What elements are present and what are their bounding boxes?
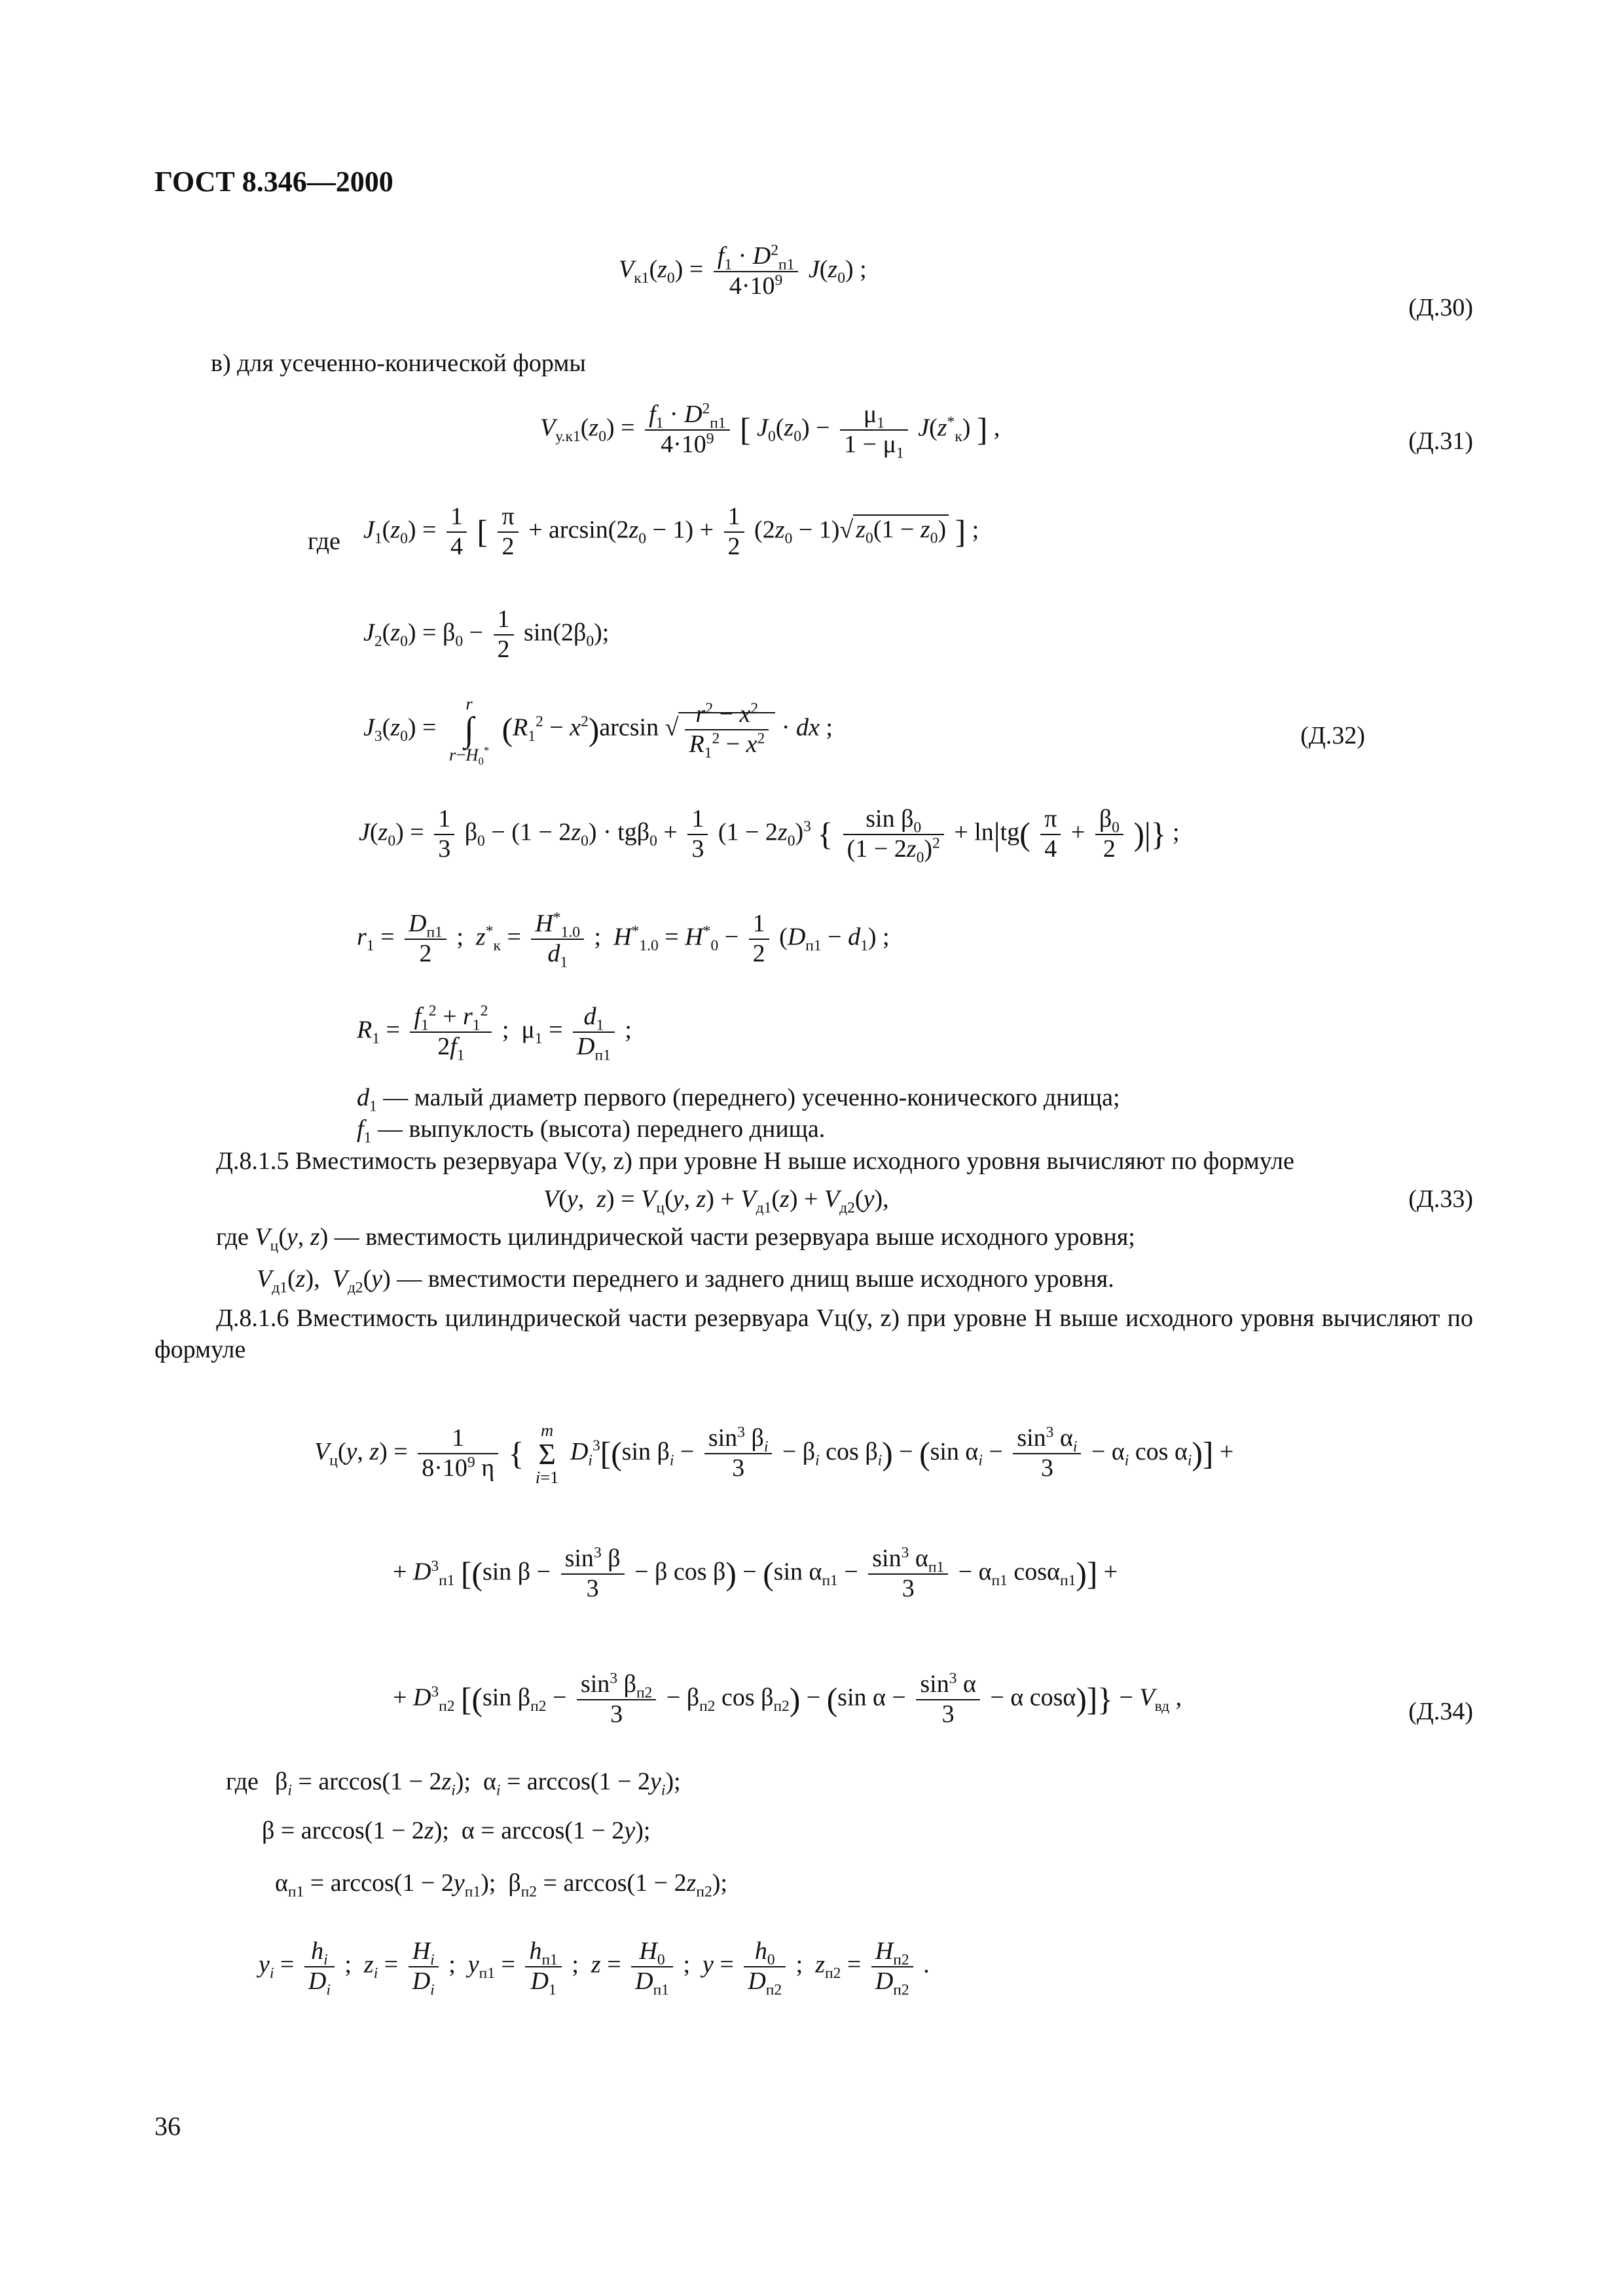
page-number: 36 [155,2111,181,2141]
equation-d30: $V_{к1}(z_0)$ = $\frac{f_1 \cdot D^2_{п1}}{4\cdot 10^9}$ $J(z_0)$ ; [619,242,867,300]
where-label-1: где [308,528,340,555]
equation-d34-line3: + $D^3_{п2}$ [(sin $\beta_{п2}$ − $\frac{\sin^3 \beta_{п2}}{3}$ − $\beta_{п2}$ $\cos \beta_{п2}) - (\sin$ α − $\frac{\sin^3 \alpha}{3}$ − α $\cos\alpha)]\} - V_{вд}$ , [393,1670,1182,1728]
equation-j: $J(z_0)$ = $\frac{1}{3}$ $\beta_0 - (1 - 2z_0) \cdot tg\beta_0$ + $\frac{1}{3}$ $(1 - 2z_0)^3$ { $\frac{\sin \beta_0}{(1 - 2z_0)^2}$ + ln|tg( $\frac{\pi}{4}$ + $\frac{\beta_0}{2}$ )|} ; [359,805,1180,867]
paragraph-d815: Д.8.1.5 Вместимость резервуара V(y, z) при уровне H выше исходного уровня вычисляют по формуле [216,1147,1294,1175]
equation-alpha-p1-beta-p2: $\alpha_{п1} = \arccos(1 - 2y_{п1})$; $\beta_{п2} = \arccos(1 - 2z_{п2})$; [275,1869,727,1901]
definition-vc: где $V_ц(y$, z) — вместимость цилиндрической части резервуара выше исходного уровня; [216,1223,1135,1255]
equation-j1: $J_1(z_0)$ = $\frac{1}{4}$ [ $\frac{\pi}{2}$ + $\arcsin(2z_0 - 1)$ + $\frac{1}{2}$ $(2z_0 - 1)√$ $z_0(1 - z_0)$ ] ; [363,503,979,560]
definition-d1: $d_1$ — малый диаметр первого (переднего) усеченно-конического днища; [357,1084,1120,1115]
definition-vd-text: — вместимости переднего и заднего днищ выше исходного уровня. [397,1265,1114,1293]
equation-d33: V(y, $z) = V_ц(y$, $z) + V_{д1}(z) + V_{д2}(y)$, [543,1185,889,1217]
intro-truncated-cone: в) для усеченно-конической формы [211,350,586,377]
equation-number-d34: (Д.34) [1408,1698,1473,1725]
document-header: ГОСТ 8.346—2000 [155,166,393,198]
equation-number-d32: (Д.32) [1300,722,1365,749]
equation-number-d30: (Д.30) [1408,294,1473,321]
equation-number-d33: (Д.33) [1408,1185,1473,1213]
equation-d31: $V_{у.к1}(z_0)$ = $\frac{f_1 \cdot D^2_{п1}}{4\cdot 10^9}$ [ $J_0(z_0)$ − $\frac{\mu_1}{1 - \mu_1}$ $J(z^*_к)$ ] , [540,400,1000,462]
equation-beta-alpha-i: $\beta_i = \arccos(1 - 2z_i)$; $\alpha_i = \arccos(1 - 2y_i)$; [275,1768,681,1799]
definition-d1-text: — малый диаметр первого (переднего) усеченно-конического днища; [383,1084,1120,1111]
equation-r1-mu1: $R_1$ = $\frac{f_1^2 + r_1^2}{2f_1}$ ; $\mu_1$ = $\frac{d_1}{D_{п1}}$ ; [357,1002,632,1064]
definition-vc-text: — вместимость цилиндрической части резервуара выше исходного уровня; [334,1223,1135,1251]
definition-f1: $f_1$ — выпуклость (высота) переднего днища. [357,1115,826,1147]
paragraph-d816: Д.8.1.6 Вместимость цилиндрической части резервуара Vц(y, z) при уровне H выше исходного уровня вычисляют по формуле [155,1304,1473,1363]
equation-d34-line2: + $D^3_{п1}$ [(sin β − $\frac{\sin^3 \beta}{3}$ − β cos β) − (sin $\alpha_{п1}$ − $\frac{\sin^3 \alpha_{п1}}{3}$ − $\alpha_{п1}$ cosα$_{п1}$)] + [393,1544,1118,1602]
equation-r1-zk-h10: $r_1$ = $\frac{D_{п1}}{2}$ ; $z^*_к$ = $\frac{H^*_{1.0}}{d_1}$ ; $H^*_{1.0} = H^*_0$ − $\frac{1}{2}$ $(D_{п1} - d_1)$ ; [357,909,890,971]
equation-number-d31: (Д.31) [1408,427,1473,455]
equation-j3: $J_3(z_0)$ = r ∫ $r-H_0^*$ $(R_1^2 - x^2)\arcsin$ √ $\frac{r^2 - x^2}{R_1^2 - x^2}$ · dx ; [363,694,833,768]
equation-ratios: $y_i$ = $\frac{h_i}{D_i}$ ; $z_i$ = $\frac{H_i}{D_i}$ ; $y_{п1}$ = $\frac{h_{п1}}{D_1}$ ; z = $\frac{H_0}{D_{п1}}$ ; y = $\frac{h_0}{D_{п2}}$ ; $z_{п2}$ = $\frac{H_{п2}}{D_{п2}}$ . [259,1937,930,1999]
definition-vd: $V_{д1}(z)$, $V_{д2}(y)$ — вместимости переднего и заднего днищ выше исходного уровня. [257,1265,1114,1297]
equation-beta-alpha: β = arccos(1 − 2z); α = arccos(1 − 2y); [262,1817,651,1844]
equation-d34-line1: $V_ц(y$, z) = $\frac{1}{8\cdot 10^9 \eta}$ { m Σ i=1 $D_i^3[(\sin$ $\beta_i$ − $\frac{\sin^3 \beta_i}{3}$ − $\beta_i$ $\cos \beta_i) - (\sin$ $\alpha_i$ − $\frac{\sin^3 \alpha_i}{3}$ − $\alpha_i$ $\cos \alpha_i$)] + [314,1420,1234,1487]
equation-j2: $J_2(z_0) = \beta_0$ − $\frac{1}{2}$ $\sin(2\beta_0)$; [363,605,610,663]
where-label-2: где [226,1768,259,1795]
definition-f1-text: — выпуклость (высота) переднего днища. [377,1115,826,1143]
